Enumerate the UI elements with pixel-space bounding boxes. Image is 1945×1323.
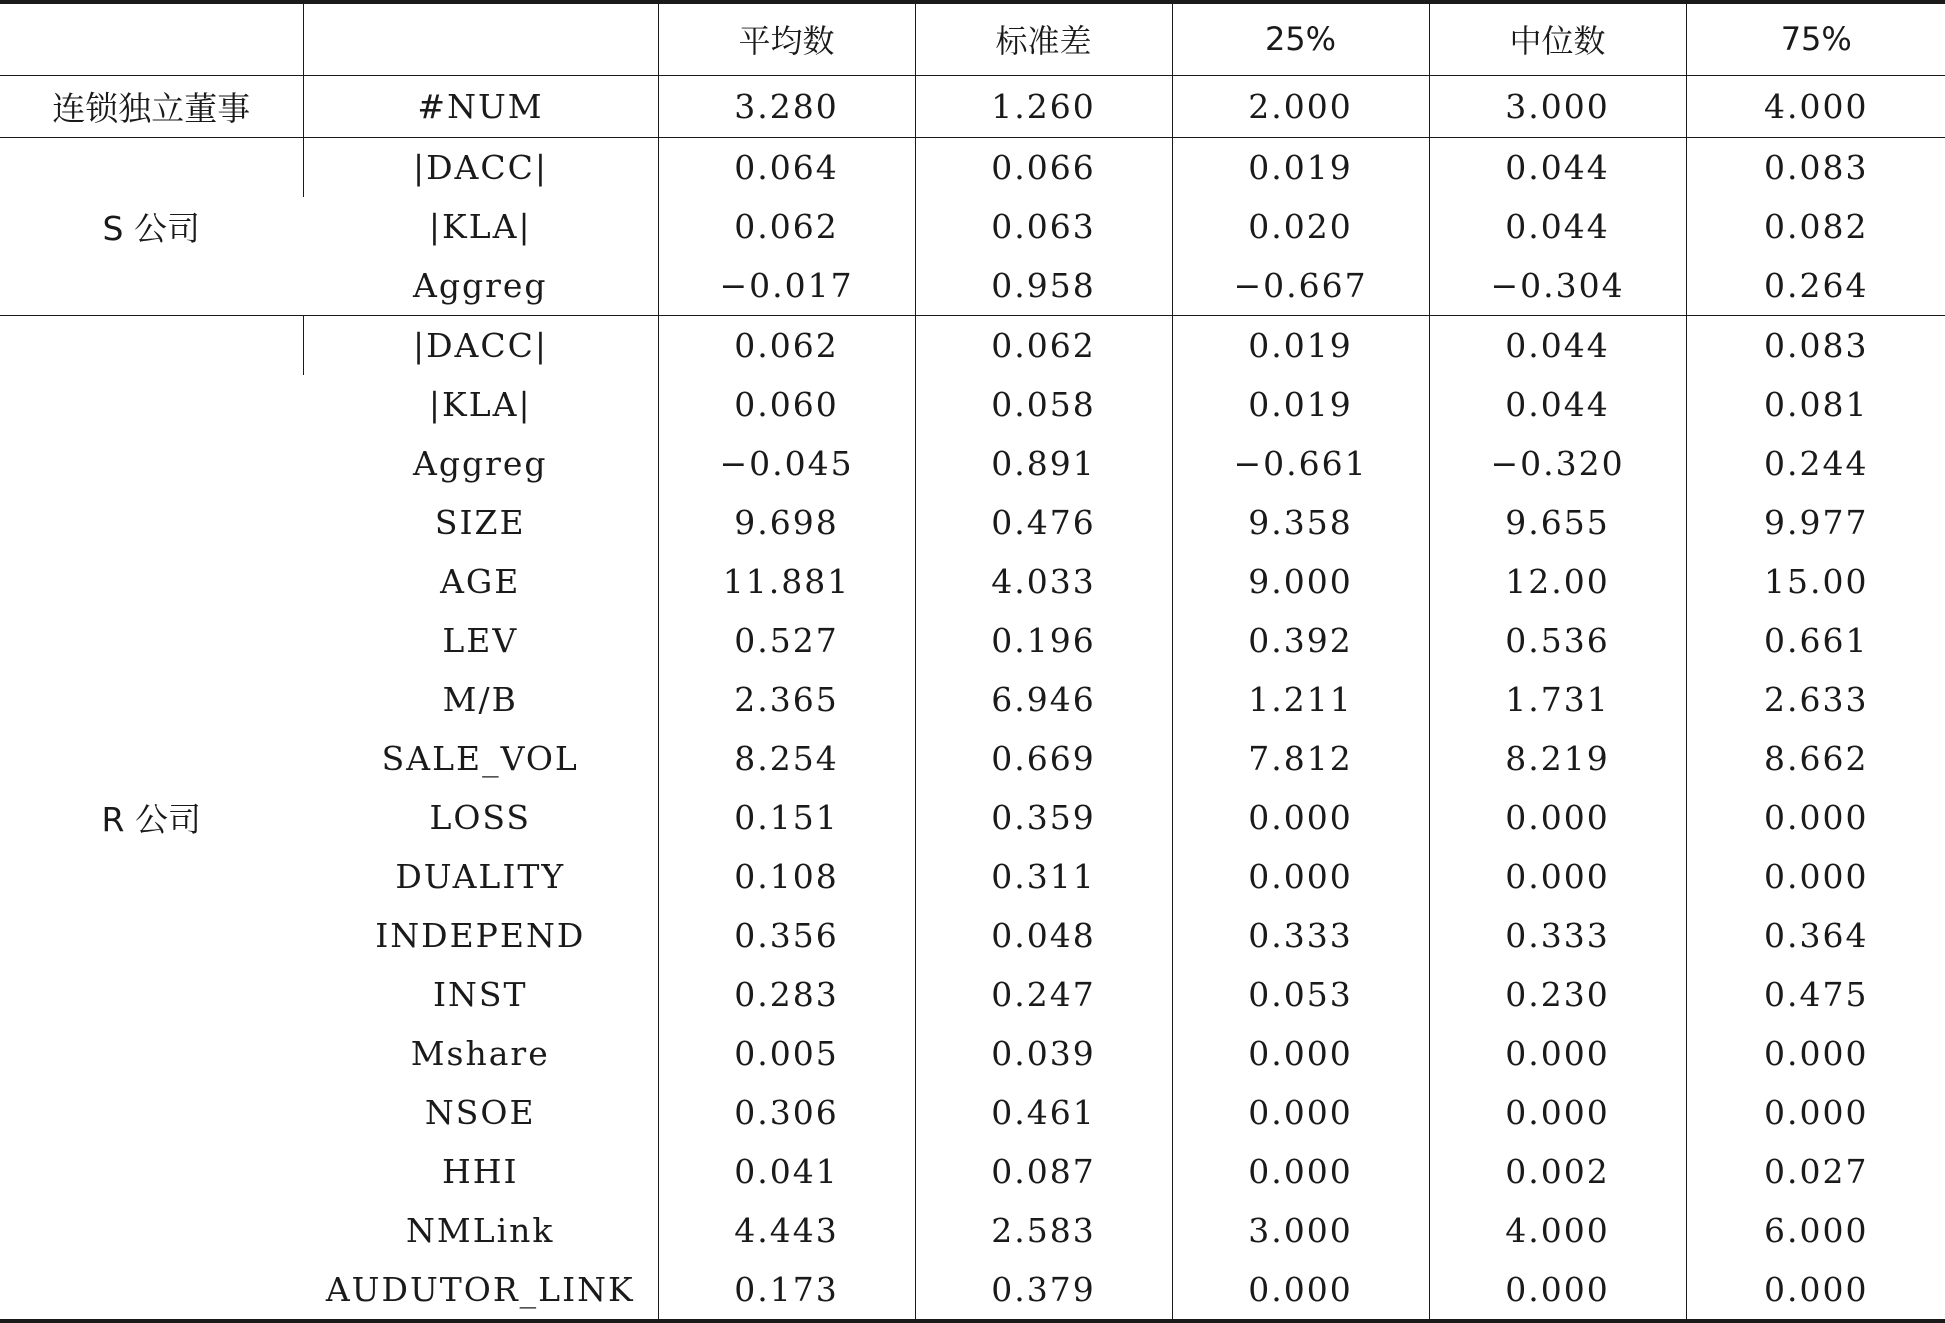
median-cell: 0.333	[1429, 906, 1686, 965]
variable-cell: |KLA|	[428, 384, 532, 424]
mean-cell: −0.045	[658, 434, 915, 493]
variable-cell: DUALITY	[395, 856, 566, 896]
header-mean: 平均数	[658, 2, 915, 75]
p25-cell: 0.000	[1172, 1260, 1429, 1321]
p25-cell: 0.333	[1172, 906, 1429, 965]
mean-cell: 4.443	[658, 1201, 915, 1260]
p75-cell: 0.475	[1686, 965, 1945, 1024]
p25-cell: 0.019	[1172, 375, 1429, 434]
median-cell: 9.655	[1429, 493, 1686, 552]
median-cell: 0.536	[1429, 611, 1686, 670]
variable-cell: HHI	[441, 1151, 519, 1191]
std-cell: 0.196	[915, 611, 1172, 670]
p25-cell: 0.392	[1172, 611, 1429, 670]
header-group	[0, 2, 303, 75]
median-cell: 0.000	[1429, 1024, 1686, 1083]
p75-cell: 8.662	[1686, 729, 1945, 788]
p75-cell: 0.661	[1686, 611, 1945, 670]
mean-cell: 0.062	[658, 315, 915, 375]
median-cell: 0.000	[1429, 1083, 1686, 1142]
variable-cell: |DACC|	[303, 137, 658, 197]
mean-cell: 8.254	[658, 729, 915, 788]
group-label: S 公司	[0, 137, 303, 315]
p25-cell: −0.667	[1172, 256, 1429, 316]
mean-cell: 0.283	[658, 965, 915, 1024]
std-cell: 0.066	[915, 137, 1172, 197]
p25-cell: 9.358	[1172, 493, 1429, 552]
std-cell: 0.891	[915, 434, 1172, 493]
std-cell: 2.583	[915, 1201, 1172, 1260]
median-cell: 0.044	[1429, 137, 1686, 197]
p25-cell: 0.019	[1172, 137, 1429, 197]
p25-cell: 0.000	[1172, 788, 1429, 847]
median-cell: 12.00	[1429, 552, 1686, 611]
variable-cell: Aggreg	[412, 265, 548, 305]
p25-cell: 2.000	[1172, 75, 1429, 137]
p25-cell: 0.000	[1172, 847, 1429, 906]
variable-cell: SALE_VOL	[381, 738, 579, 778]
std-cell: 0.359	[915, 788, 1172, 847]
header-row	[0, 2, 1945, 75]
header-p75: 75%	[1686, 2, 1945, 75]
std-cell: 0.461	[915, 1083, 1172, 1142]
std-cell: 0.039	[915, 1024, 1172, 1083]
std-cell: 0.062	[915, 315, 1172, 375]
header-variable	[303, 2, 658, 75]
p75-cell: 6.000	[1686, 1201, 1945, 1260]
p25-cell: 0.000	[1172, 1142, 1429, 1201]
header-median: 中位数	[1429, 2, 1686, 75]
p25-cell: 0.000	[1172, 1024, 1429, 1083]
p75-cell: 9.977	[1686, 493, 1945, 552]
p75-cell: 0.264	[1686, 256, 1945, 316]
mean-cell: 0.527	[658, 611, 915, 670]
variable-cell: NMLink	[406, 1210, 555, 1250]
header-std: 标准差	[915, 2, 1172, 75]
median-cell: 8.219	[1429, 729, 1686, 788]
variable-cell: AUDUTOR_LINK	[303, 1260, 658, 1321]
mean-cell: −0.017	[658, 256, 915, 316]
median-cell: 0.230	[1429, 965, 1686, 1024]
p75-cell: 0.244	[1686, 434, 1945, 493]
std-cell: 0.958	[915, 256, 1172, 316]
variable-cell: NSOE	[424, 1092, 536, 1132]
group-label: 连锁独立董事	[52, 88, 251, 128]
p75-cell: 0.000	[1686, 1083, 1945, 1142]
mean-cell: 11.881	[658, 552, 915, 611]
median-cell: 0.044	[1429, 375, 1686, 434]
std-cell: 0.476	[915, 493, 1172, 552]
table-body	[0, 75, 1945, 1321]
mean-cell: 2.365	[658, 670, 915, 729]
p75-cell: 0.081	[1686, 375, 1945, 434]
std-cell: 0.311	[915, 847, 1172, 906]
median-cell: 0.000	[1429, 1260, 1686, 1321]
median-cell: 0.000	[1429, 847, 1686, 906]
std-cell: 0.669	[915, 729, 1172, 788]
mean-cell: 0.062	[658, 197, 915, 256]
mean-cell: 0.108	[658, 847, 915, 906]
p25-cell: 9.000	[1172, 552, 1429, 611]
header-p25: 25%	[1172, 2, 1429, 75]
variable-cell: SIZE	[434, 502, 526, 542]
variable-cell: LOSS	[429, 797, 532, 837]
mean-cell: 9.698	[658, 493, 915, 552]
mean-cell: 0.060	[658, 375, 915, 434]
std-cell: 0.063	[915, 197, 1172, 256]
mean-cell: 0.064	[658, 137, 915, 197]
mean-cell: 0.005	[658, 1024, 915, 1083]
median-cell: 1.731	[1429, 670, 1686, 729]
p75-cell: 0.000	[1686, 1260, 1945, 1321]
variable-cell: LEV	[442, 620, 519, 660]
p25-cell: 0.020	[1172, 197, 1429, 256]
p25-cell: 0.053	[1172, 965, 1429, 1024]
p75-cell: 0.083	[1686, 315, 1945, 375]
median-cell: 4.000	[1429, 1201, 1686, 1260]
std-cell: 0.048	[915, 906, 1172, 965]
mean-cell: 0.041	[658, 1142, 915, 1201]
median-cell: 0.044	[1429, 197, 1686, 256]
median-cell: −0.320	[1429, 434, 1686, 493]
variable-cell: INDEPEND	[375, 915, 586, 955]
p75-cell: 0.000	[1686, 847, 1945, 906]
mean-cell: 0.173	[658, 1260, 915, 1321]
p25-cell: 3.000	[1172, 1201, 1429, 1260]
median-cell: 0.044	[1429, 315, 1686, 375]
p25-cell: 7.812	[1172, 729, 1429, 788]
mean-cell: 3.280	[658, 75, 915, 137]
median-cell: 0.000	[1429, 788, 1686, 847]
variable-cell: Aggreg	[412, 443, 548, 483]
std-cell: 0.379	[915, 1260, 1172, 1321]
std-cell: 4.033	[915, 552, 1172, 611]
p75-cell: 0.082	[1686, 197, 1945, 256]
p75-cell: 0.000	[1686, 1024, 1945, 1083]
median-cell: 3.000	[1429, 75, 1686, 137]
variable-cell: M/B	[442, 679, 518, 719]
p75-cell: 4.000	[1686, 75, 1945, 137]
std-cell: 0.087	[915, 1142, 1172, 1201]
std-cell: 1.260	[915, 75, 1172, 137]
median-cell: −0.304	[1429, 256, 1686, 316]
variable-cell: |DACC|	[303, 315, 658, 375]
p75-cell: 2.633	[1686, 670, 1945, 729]
p75-cell: 0.027	[1686, 1142, 1945, 1201]
std-cell: 6.946	[915, 670, 1172, 729]
table-row	[0, 75, 1945, 137]
p75-cell: 0.083	[1686, 137, 1945, 197]
mean-cell: 0.306	[658, 1083, 915, 1142]
p25-cell: 0.000	[1172, 1083, 1429, 1142]
variable-cell: INST	[432, 974, 528, 1014]
mean-cell: 0.151	[658, 788, 915, 847]
p25-cell: 0.019	[1172, 315, 1429, 375]
p25-cell: 1.211	[1172, 670, 1429, 729]
mean-cell: 0.356	[658, 906, 915, 965]
variable-cell: |KLA|	[428, 206, 532, 246]
variable-cell: Mshare	[410, 1033, 550, 1073]
p25-cell: −0.661	[1172, 434, 1429, 493]
table-row	[0, 137, 1945, 197]
variable-cell: #NUM	[303, 75, 658, 137]
median-cell: 0.002	[1429, 1142, 1686, 1201]
group-label: R 公司	[0, 315, 303, 1321]
p75-cell: 0.364	[1686, 906, 1945, 965]
table-row	[0, 315, 1945, 375]
p75-cell: 0.000	[1686, 788, 1945, 847]
std-cell: 0.058	[915, 375, 1172, 434]
std-cell: 0.247	[915, 965, 1172, 1024]
variable-cell: AGE	[440, 561, 521, 601]
p75-cell: 15.00	[1686, 552, 1945, 611]
